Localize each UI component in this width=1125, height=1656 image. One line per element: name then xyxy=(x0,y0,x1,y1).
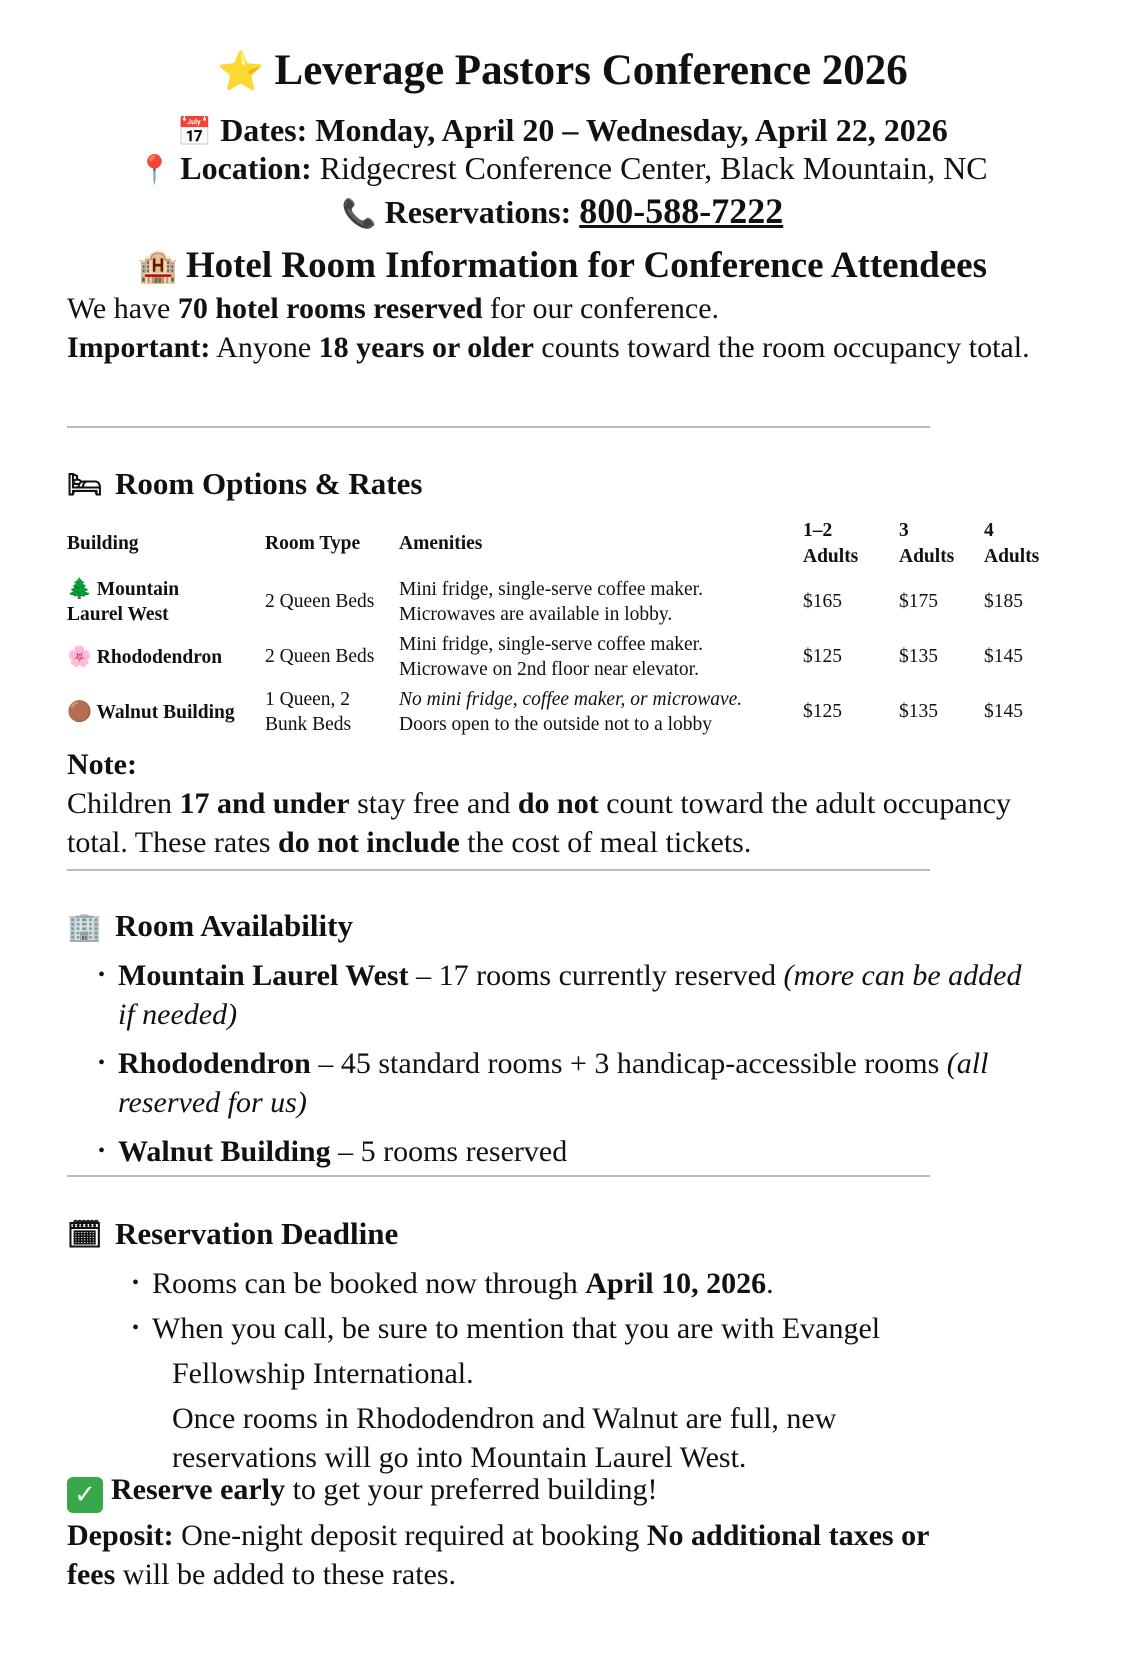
room-type-cell: 2 Queen Beds xyxy=(265,646,375,667)
rooms-reserved-text: We have 70 hotel rooms reserved for our conference. xyxy=(67,292,720,325)
divider xyxy=(67,1175,930,1177)
header-amenities: Amenities xyxy=(399,533,483,554)
divider xyxy=(67,426,930,428)
table-row xyxy=(67,629,1062,684)
check-icon: ✓ xyxy=(67,1477,103,1513)
location-line: 📍 Location: Ridgecrest Conference Center, Black Mountain, NC xyxy=(137,150,988,186)
star-icon: ⭐ xyxy=(217,49,265,93)
dates-line: 📅 Dates: Monday, April 20 – Wednesday, April 22, 2026 xyxy=(177,112,948,148)
page-title: ⭐ Leverage Pastors Conference 2026 xyxy=(217,47,908,94)
list-item: • Rooms can be booked now through April 10, 2026. xyxy=(132,1267,774,1300)
price-1-2-adults: $125 xyxy=(803,701,842,722)
note-text: Children 17 and under stay free and do not count toward the adult occupancy total. These rates do not include the cost of meal tickets. xyxy=(67,787,1012,859)
list-item: • Mountain Laurel West – 17 rooms currently reserved (more can be added if needed) xyxy=(98,959,1022,1031)
rates-heading: 🛏 Room Options & Rates xyxy=(67,466,423,501)
room-type-cell: 2 Queen Beds xyxy=(265,591,375,612)
hotel-icon: 🏨 xyxy=(137,247,178,285)
flower-icon: 🌸 xyxy=(67,643,92,668)
price-4-adults: $185 xyxy=(984,591,1023,612)
price-1-2-adults: $125 xyxy=(803,646,842,667)
hotel-heading: 🏨 Hotel Room Information for Conference Attendees xyxy=(137,245,988,286)
spiral-calendar-icon: 🗓 xyxy=(67,1218,103,1251)
availability-heading: 🏢 Room Availability xyxy=(67,908,353,943)
table-row xyxy=(67,574,1062,629)
deadline-list xyxy=(132,1264,1032,1477)
price-1-2-adults: $165 xyxy=(803,591,842,612)
list-item: • When you call, be sure to mention that you are with Evangel Fellowship International. Once rooms in Rhododendron and Walnut are full, new reservations will go into Mountain Laurel West. xyxy=(132,1312,881,1474)
header-1-2-adults: 1–2 Adults xyxy=(803,520,859,567)
building-cell: 🌲 Mountain Laurel West xyxy=(67,576,180,625)
rates-table xyxy=(67,514,1062,739)
building-cell: 🟤 Walnut Building xyxy=(67,698,235,723)
price-3-adults: $175 xyxy=(899,591,938,612)
header-4-adults: 4 Adults xyxy=(984,520,1040,567)
list-item: • Walnut Building – 5 rooms reserved xyxy=(98,1135,568,1168)
room-type-cell: 1 Queen, 2 Bunk Beds xyxy=(265,688,352,735)
important-text: Important: Anyone 18 years or older counts toward the room occupancy total. xyxy=(67,331,1030,364)
amenities-cell: Mini fridge, single-serve coffee maker. Microwave on 2nd floor near elevator. xyxy=(399,633,703,680)
table-row xyxy=(67,684,1062,739)
header-3-adults: 3 Adults xyxy=(899,520,955,567)
phone-icon: 📞 xyxy=(341,197,377,230)
calendar-icon: 📅 xyxy=(177,115,213,148)
list-item: • Rhododendron – 45 standard rooms + 3 handicap-accessible rooms (all reserved for us) xyxy=(98,1047,989,1119)
tree-icon: 🌲 xyxy=(67,576,92,600)
price-4-adults: $145 xyxy=(984,701,1023,722)
walnut-icon: 🟤 xyxy=(67,698,92,723)
deadline-heading: 🗓 Reservation Deadline xyxy=(67,1216,399,1251)
building-icon: 🏢 xyxy=(67,910,102,943)
rates-header-row xyxy=(67,514,1062,574)
note-label: Note: xyxy=(67,748,137,781)
header-room-type: Room Type xyxy=(265,533,361,554)
deposit-block: Deposit: One-night deposit required at booking No additional taxes or fees will be added to these rates. xyxy=(67,1519,930,1591)
hotel-intro xyxy=(67,289,1067,367)
price-4-adults: $145 xyxy=(984,646,1023,667)
pin-icon: 📍 xyxy=(137,153,173,186)
price-3-adults: $135 xyxy=(899,646,938,667)
amenities-cell: No mini fridge, coffee maker, or microwave. Doors open to the outside not to a lobby xyxy=(399,688,743,735)
divider xyxy=(67,869,930,871)
price-3-adults: $135 xyxy=(899,701,938,722)
reserve-early-line: ✓ Reserve early to get your preferred building! xyxy=(67,1470,1067,1513)
bed-icon: 🛏 xyxy=(67,468,103,501)
amenities-cell: Mini fridge, single-serve coffee maker. Microwaves are available in lobby. xyxy=(399,578,703,625)
building-cell: 🌸 Rhododendron xyxy=(67,643,223,668)
availability-list xyxy=(98,956,1028,1171)
reservations-line: 📞 Reservations: 800-588-7222 xyxy=(341,191,784,231)
reservations-phone-link[interactable]: 800-588-7222 xyxy=(579,191,784,231)
note-block xyxy=(67,745,1027,862)
header-building: Building xyxy=(67,533,139,554)
